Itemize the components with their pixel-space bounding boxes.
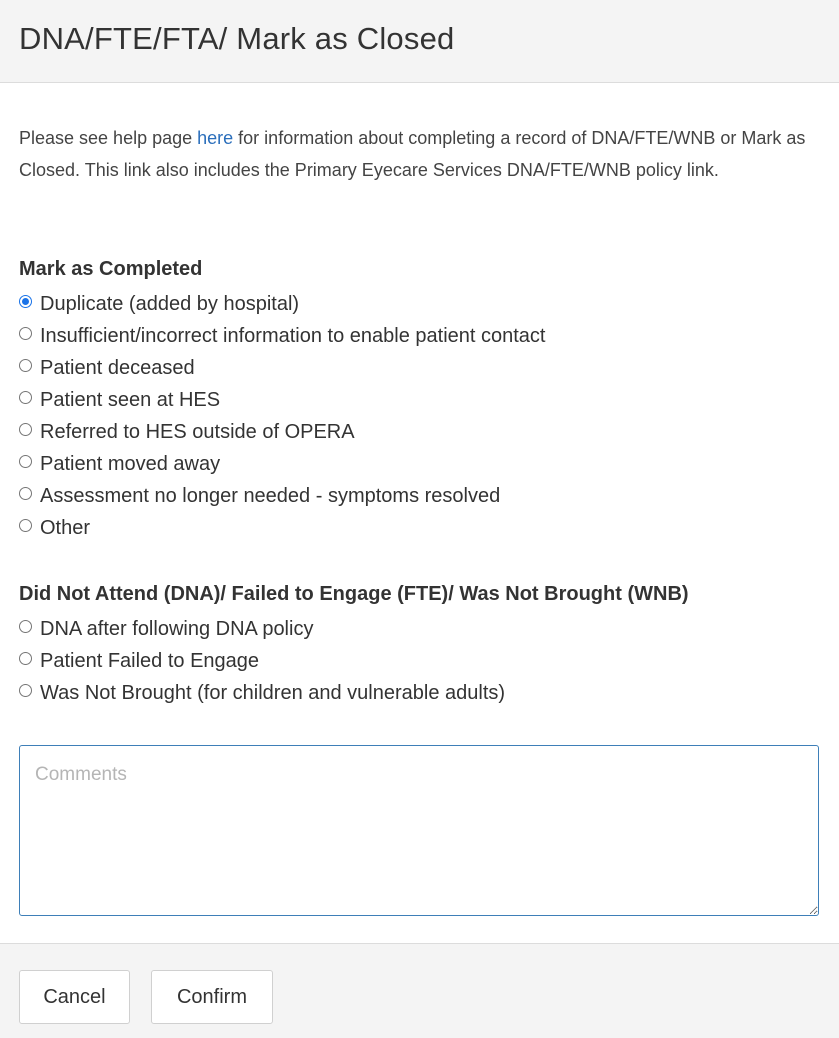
radio-option-insufficient-information[interactable] [19, 322, 545, 350]
help-text-after: for information about completing a record of DNA/FTE/WNB or Mark as Closed. This link also includes the Primary Eyecare Services DNA/FTE/WNB policy link. [19, 128, 806, 180]
radio-option-patient-deceased[interactable] [19, 354, 195, 382]
cancel-button[interactable]: Cancel [19, 970, 130, 1024]
dna-fte-wnb-heading: Did Not Attend (DNA)/ Failed to Engage (FTE)/ Was Not Brought (WNB) [19, 583, 689, 605]
radio-button[interactable] [19, 327, 32, 340]
radio-option-other[interactable] [19, 514, 90, 542]
radio-option-label: Referred to HES outside of OPERA [40, 420, 355, 443]
dialog-body [0, 84, 839, 943]
comments-textarea[interactable] [19, 745, 819, 916]
help-page-link[interactable]: here [197, 128, 234, 148]
radio-option-label: Patient moved away [40, 452, 221, 475]
dialog-footer [0, 943, 839, 1038]
dialog-header [0, 0, 839, 83]
radio-option-referred-outside-opera[interactable] [19, 418, 355, 446]
radio-option-seen-at-hes[interactable] [19, 386, 220, 414]
radio-option-label: Assessment no longer needed - symptoms resolved [40, 484, 501, 507]
radio-option-assessment-not-needed[interactable] [19, 482, 500, 510]
radio-option-label: Other [40, 516, 91, 539]
help-text [19, 122, 819, 186]
radio-button[interactable] [19, 455, 32, 468]
radio-option-label: Insufficient/incorrect information to enable patient contact [40, 324, 546, 347]
radio-button[interactable] [19, 684, 32, 697]
mark-as-completed-heading: Mark as Completed [19, 258, 203, 280]
radio-option-label: DNA after following DNA policy [40, 617, 314, 640]
radio-button[interactable] [19, 620, 32, 633]
radio-button[interactable] [19, 423, 32, 436]
confirm-button[interactable]: Confirm [151, 970, 273, 1024]
radio-button[interactable] [19, 487, 32, 500]
radio-option-label: Patient seen at HES [40, 388, 221, 411]
radio-option-was-not-brought[interactable] [19, 679, 505, 707]
radio-button[interactable] [19, 359, 32, 372]
radio-option-dna-after-policy[interactable] [19, 615, 313, 643]
radio-button[interactable] [19, 652, 32, 665]
radio-button[interactable] [19, 519, 32, 532]
radio-option-duplicate[interactable] [19, 290, 299, 318]
help-text-before: Please see help page [19, 128, 198, 148]
radio-button[interactable] [19, 295, 32, 308]
dialog-title: DNA/FTE/FTA/ Mark as Closed [19, 21, 455, 56]
radio-option-failed-to-engage[interactable] [19, 647, 259, 675]
radio-button[interactable] [19, 391, 32, 404]
radio-option-label: Was Not Brought (for children and vulnerable adults) [40, 681, 506, 704]
radio-option-moved-away[interactable] [19, 450, 220, 478]
radio-option-label: Patient deceased [40, 356, 195, 379]
radio-option-label: Duplicate (added by hospital) [40, 292, 300, 315]
radio-option-label: Patient Failed to Engage [40, 649, 260, 672]
